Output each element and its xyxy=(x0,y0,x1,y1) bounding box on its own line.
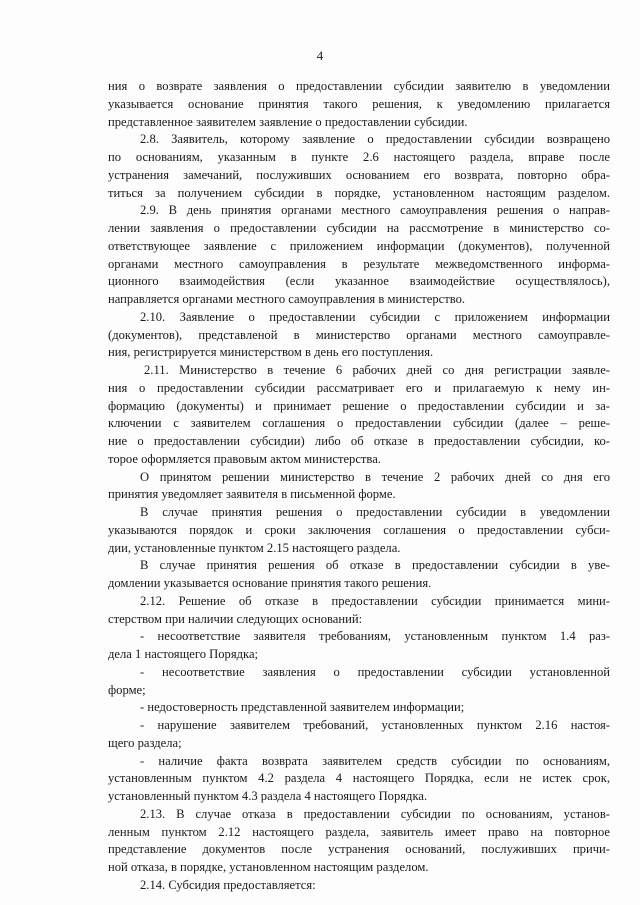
text-line: В случае принятия решения об отказе в предоставлении субсидии в уве- xyxy=(140,558,610,573)
text-line: ционного взаимодействия (если указанное взаимодействие осуществлялось), xyxy=(108,274,610,289)
text-line: 2.11. Министерство в течение 6 рабочих дней со дня регистрации заявле- xyxy=(144,363,610,377)
text-line: лении заявления о предоставлении субсидии на рассмотрение в министерство со- xyxy=(108,221,610,235)
text-line: 2.13. В случае отказа в предоставлении субсидии по основаниям, установ- xyxy=(140,806,610,821)
list-item-line: - недостоверность представленной заявителем информации; xyxy=(140,700,465,715)
list-item-line: - наличие факта возврата заявителем средств субсидии по основаниям, xyxy=(140,753,610,768)
text-line: ключении с заявителем соглашения о предоставлении субсидии (далее – реше- xyxy=(108,416,610,431)
list-item-line: форме; xyxy=(108,682,146,697)
list-item-line: - нарушение заявителем требований, установленных пунктом 2.16 настоя- xyxy=(140,718,610,732)
text-line: представленное заявителем заявление о предоставлении субсидии. xyxy=(108,114,468,129)
text-line: указывается основание принятия такого решения, к уведомлению прилагается xyxy=(108,96,610,111)
text-line: ной отказа, в порядке, установленном настоящим разделом. xyxy=(108,860,429,874)
text-line: домлении указывается основание принятия такого решения. xyxy=(108,576,432,590)
list-item-line: установленным пунктом 4.2 раздела 4 настоящего Порядка, если не истек срок, xyxy=(108,771,610,786)
text-line: указываются порядок и сроки заключения соглашения о предоставлении субси- xyxy=(108,522,610,537)
text-line: органами местного самоуправления в результате межведомственного информа- xyxy=(108,256,610,271)
text-line: по основаниям, указанным в пункте 2.6 настоящего раздела, вправе после xyxy=(108,150,610,164)
text-line: ленным пунктом 2.12 настоящего раздела, заявитель имеет право на повторное xyxy=(108,824,610,839)
text-line: устранения замечаний, послуживших основанием его возврата, повторно обра- xyxy=(108,167,610,182)
text-line: титься за получением субсидии в порядке, установленном настоящим разделом. xyxy=(108,185,610,200)
text-line: 2.12. Решение об отказе в предоставлении субсидии принимается мини- xyxy=(140,593,610,608)
text-line: направляется органами местного самоуправления в министерство. xyxy=(108,292,466,306)
text-line: представление документов после устранения оснований, послуживших причи- xyxy=(108,842,610,857)
list-item-line: дела 1 настоящего Порядка; xyxy=(108,647,259,661)
text-line: 2.10. Заявление о предоставлении субсидии с приложением информации xyxy=(140,309,610,324)
text-line: ние о предоставлении субсидии) либо об отказе в предоставлении субсидии, ко- xyxy=(108,434,610,448)
text-line: ния, регистрируется министерством в день его поступления. xyxy=(108,345,434,360)
text-line: ответствующее заявление с приложением информации (документов), полученной xyxy=(108,238,610,253)
text-line: ния о возврате заявления о предоставлении субсидии заявителю в уведомлении xyxy=(108,79,610,93)
text-line: (документов), представленой в министерство органами местного самоуправле- xyxy=(108,327,610,342)
text-line: О принятом решении министерство в течение 2 рабочих дней со дня его xyxy=(140,469,610,484)
text-line: В случае принятия решения о предоставлении субсидии в уведомлении xyxy=(140,505,610,519)
list-item-line: - несоответствие заявления о предоставлении субсидии установленной xyxy=(140,664,610,679)
text-line: принятия уведомляет заявителя в письменной форме. xyxy=(108,487,396,502)
document-body xyxy=(108,78,610,895)
text-line: дии, установленные пунктом 2.15 настоящего раздела. xyxy=(108,540,401,555)
text-line: формацию (документы) и принимает решение о предоставлении субсидии и за- xyxy=(108,398,610,413)
text-line: 2.9. В день принятия органами местного самоуправления решения о направ- xyxy=(140,203,610,218)
text-line: стерством при наличии следующих оснований: xyxy=(108,611,363,626)
list-item-line: щего раздела; xyxy=(108,735,182,750)
list-item-line: установленный пунктом 4.3 раздела 4 настоящего Порядка. xyxy=(108,789,428,803)
text-line: торое оформляется правовым актом министерства. xyxy=(108,451,381,466)
text-line: ния о предоставлении субсидии рассматривает его и прилагаемую к нему ин- xyxy=(108,380,610,395)
text-line: 2.8. Заявитель, которому заявление о предоставлении субсидии возвращено xyxy=(140,132,610,147)
text-line: 2.14. Субсидия предоставляется: xyxy=(140,877,316,892)
page-number: 4 xyxy=(316,48,324,63)
list-item-line: - несоответствие заявителя требованиям, установленным пунктом 1.4 раз- xyxy=(140,629,610,644)
